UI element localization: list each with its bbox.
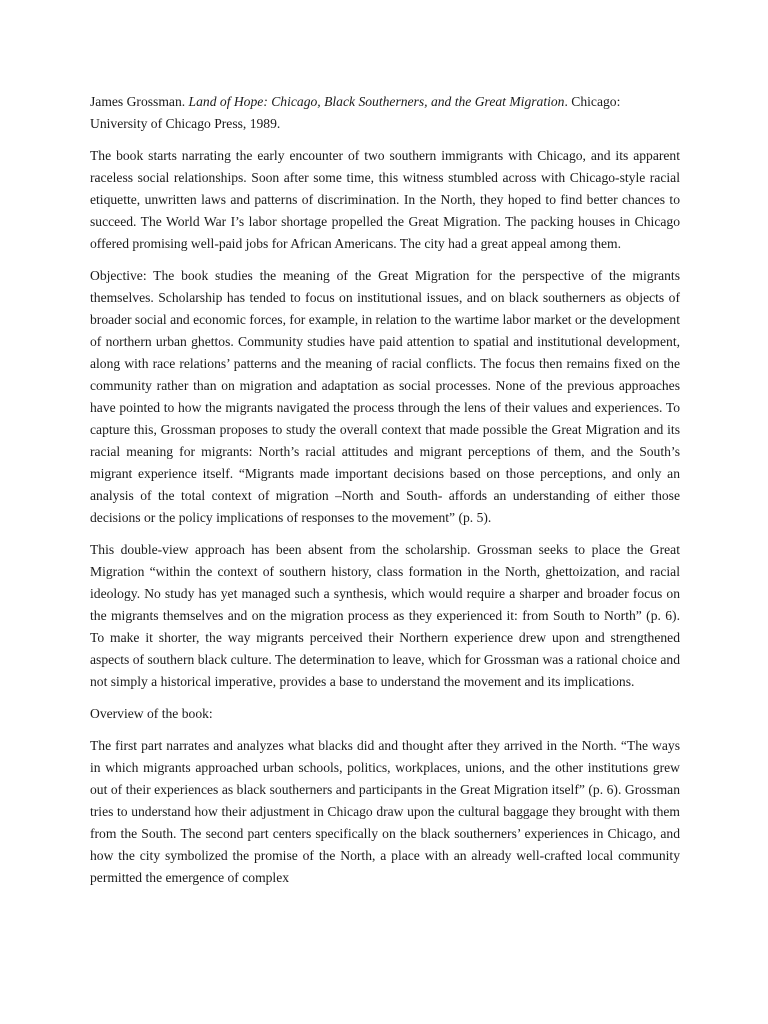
citation-title: Land of Hope: Chicago, Black Southerners, and the Great Migration	[188, 94, 565, 109]
overview-heading: Overview of the book:	[90, 706, 213, 721]
citation-publisher: . Chicago: University of Chicago Press, 1989.	[90, 94, 621, 131]
citation-author: James Grossman.	[90, 94, 189, 109]
paragraph-objective: Objective: The book studies the meaning of the Great Migration for the perspective of the migrants themselves. Scholarship has tended to focus on institutional issues, and on black southerners as objects of broader social and economic forces, for example, in relation to the wartime labor market or the development of northern urban ghettos. Community studies have paid attention to spatial and institutional development, along with race relations’ patterns and the meaning of racial conflicts. The focus then remains fixed on the community rather than on migration and adaptation as social processes. None of the previous approaches have pointed to how the migrants navigated the process through the lens of their values and experiences. To capture this, Grossman proposes to study the overall context that made possible the Great Migration and its racial meaning for migrants: North’s racial attitudes and migrant perceptions of them, and the South’s migrant experience itself. “Migrants made important decisions based on those perceptions, and only an analysis of the total context of migration –North and South- affords an understanding of either those decisions or the policy implications of responses to the movement” (p. 5).	[90, 268, 680, 525]
document-page	[90, 91, 680, 889]
citation	[90, 91, 680, 135]
paragraph-intro: The book starts narrating the early encounter of two southern immigrants with Chicago, and its apparent raceless social relationships. Soon after some time, this witness stumbled across with Chicago-style racial etiquette, unwritten laws and patterns of discrimination. In the North, they hoped to find better chances to succeed. The World War I’s labor shortage propelled the Great Migration. The packing houses in Chicago offered promising well-paid jobs for African Americans. The city had a great appeal among them.	[90, 148, 680, 251]
paragraph-first-part: The first part narrates and analyzes what blacks did and thought after they arrived in the North. “The ways in which migrants approached urban schools, politics, workplaces, unions, and the other institutions grew out of their experiences as black southerners and participants in the Great Migration itself” (p. 6). Grossman tries to understand how their adjustment in Chicago draw upon the cultural baggage they brought with them from the South. The second part centers specifically on the black southerners’ experiences in Chicago, and how the city symbolized the promise of the North, a place with an already well-crafted local community permitted the emergence of complex	[90, 738, 680, 885]
paragraph-double-view: This double-view approach has been absent from the scholarship. Grossman seeks to place the Great Migration “within the context of southern history, class formation in the North, ghettoization, and racial ideology. No study has yet managed such a synthesis, which would require a sharper and broader focus on the migrants themselves and on the migration process as they experienced it: from South to North” (p. 6). To make it shorter, the way migrants perceived their Northern experience drew upon and strengthened aspects of southern black culture. The determination to leave, which for Grossman was a rational choice and not simply a historical imperative, provides a base to understand the movement and its implications.	[90, 542, 680, 689]
